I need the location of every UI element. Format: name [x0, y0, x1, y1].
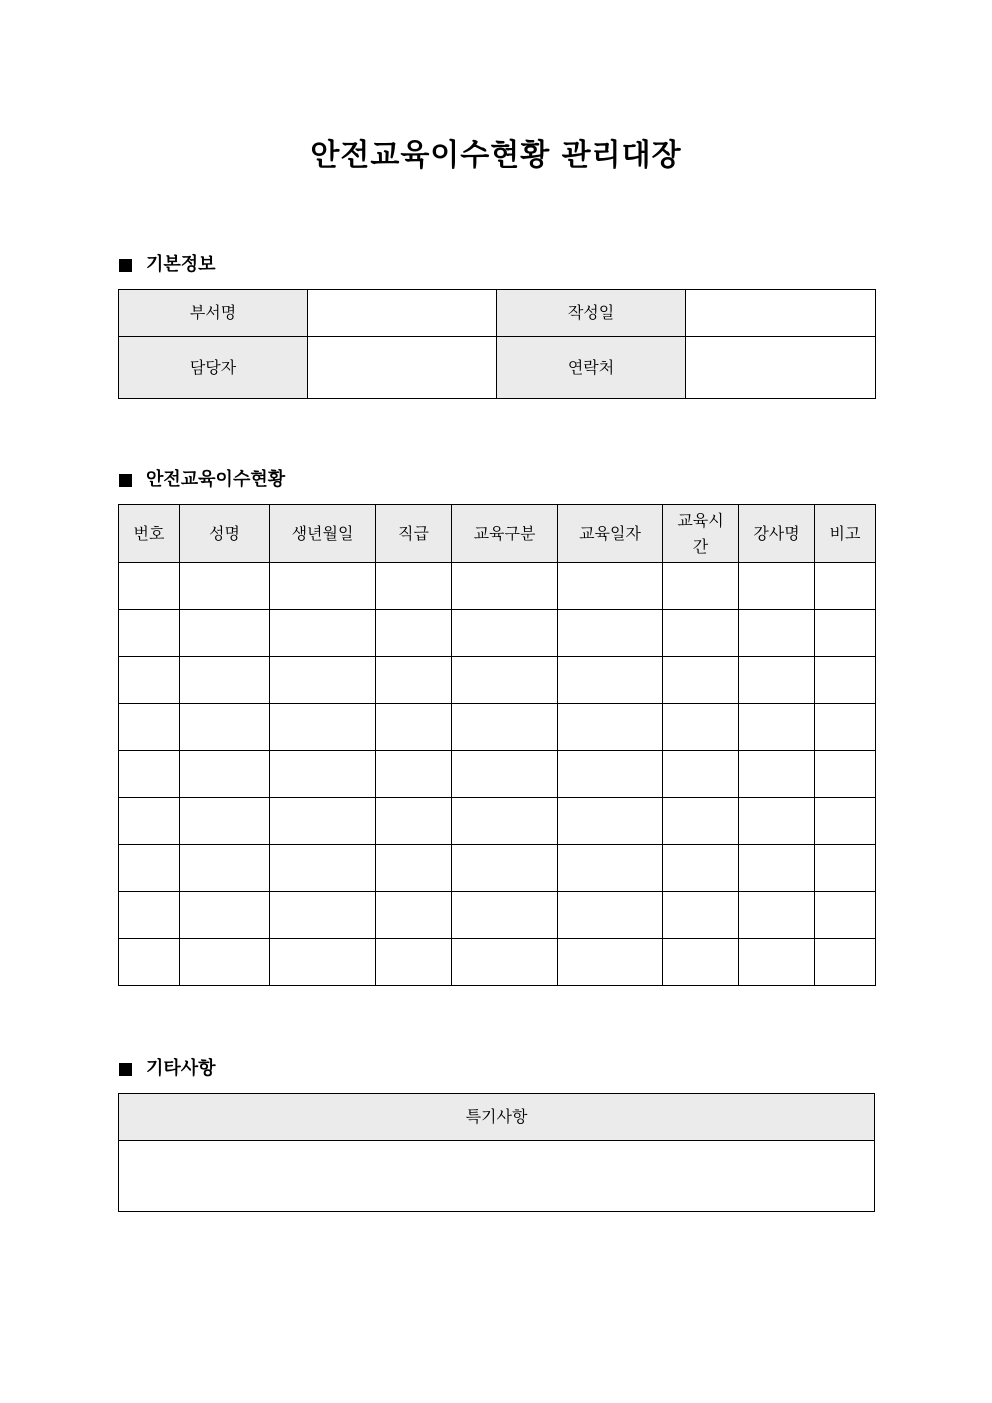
cell-name[interactable] [180, 892, 270, 939]
cell-remarks[interactable] [815, 563, 876, 610]
table-row [119, 657, 876, 704]
cell-name[interactable] [180, 798, 270, 845]
cell-birthdate[interactable] [270, 939, 376, 986]
department-field[interactable] [308, 290, 497, 337]
cell-edu-hours[interactable] [663, 704, 739, 751]
cell-edu-date[interactable] [558, 610, 663, 657]
contact-label: 연락처 [497, 337, 686, 399]
section-title-other-label: 기타사항 [146, 1058, 216, 1079]
cell-instructor[interactable] [739, 563, 815, 610]
table-row [119, 845, 876, 892]
cell-remarks[interactable] [815, 939, 876, 986]
cell-remarks[interactable] [815, 657, 876, 704]
education-table [118, 504, 876, 986]
cell-edu-type[interactable] [452, 657, 558, 704]
other-header-row [119, 1094, 875, 1141]
education-table-body [119, 563, 876, 986]
cell-edu-type[interactable] [452, 939, 558, 986]
cell-instructor[interactable] [739, 845, 815, 892]
table-row [119, 704, 876, 751]
cell-position[interactable] [376, 751, 452, 798]
cell-number[interactable] [119, 657, 180, 704]
cell-number[interactable] [119, 751, 180, 798]
cell-position[interactable] [376, 939, 452, 986]
table-row [119, 610, 876, 657]
cell-edu-hours[interactable] [663, 563, 739, 610]
cell-edu-hours[interactable] [663, 892, 739, 939]
cell-name[interactable] [180, 563, 270, 610]
cell-name[interactable] [180, 657, 270, 704]
cell-remarks[interactable] [815, 845, 876, 892]
cell-instructor[interactable] [739, 798, 815, 845]
cell-birthdate[interactable] [270, 845, 376, 892]
cell-birthdate[interactable] [270, 704, 376, 751]
column-header-edu-type: 교육구분 [452, 505, 558, 563]
column-header-name: 성명 [180, 505, 270, 563]
cell-name[interactable] [180, 845, 270, 892]
basic-info-row [119, 337, 876, 399]
cell-edu-type[interactable] [452, 892, 558, 939]
cell-position[interactable] [376, 798, 452, 845]
cell-edu-type[interactable] [452, 751, 558, 798]
cell-instructor[interactable] [739, 610, 815, 657]
cell-edu-date[interactable] [558, 892, 663, 939]
created-date-field[interactable] [686, 290, 876, 337]
cell-birthdate[interactable] [270, 798, 376, 845]
cell-instructor[interactable] [739, 939, 815, 986]
table-row [119, 798, 876, 845]
cell-instructor[interactable] [739, 657, 815, 704]
contact-field[interactable] [686, 337, 876, 399]
cell-remarks[interactable] [815, 704, 876, 751]
cell-edu-type[interactable] [452, 563, 558, 610]
department-label: 부서명 [119, 290, 308, 337]
cell-edu-type[interactable] [452, 798, 558, 845]
cell-birthdate[interactable] [270, 563, 376, 610]
cell-number[interactable] [119, 798, 180, 845]
column-header-instructor: 강사명 [739, 505, 815, 563]
cell-number[interactable] [119, 610, 180, 657]
cell-birthdate[interactable] [270, 892, 376, 939]
cell-birthdate[interactable] [270, 657, 376, 704]
basic-info-table [118, 289, 876, 399]
cell-instructor[interactable] [739, 892, 815, 939]
cell-position[interactable] [376, 610, 452, 657]
cell-position[interactable] [376, 704, 452, 751]
other-table [118, 1093, 875, 1212]
column-header-edu-date: 교육일자 [558, 505, 663, 563]
education-header-row [119, 505, 876, 563]
created-date-label: 작성일 [497, 290, 686, 337]
cell-edu-date[interactable] [558, 939, 663, 986]
cell-instructor[interactable] [739, 704, 815, 751]
cell-number[interactable] [119, 845, 180, 892]
cell-number[interactable] [119, 939, 180, 986]
cell-name[interactable] [180, 610, 270, 657]
cell-edu-date[interactable] [558, 563, 663, 610]
cell-position[interactable] [376, 563, 452, 610]
cell-edu-date[interactable] [558, 704, 663, 751]
table-row [119, 751, 876, 798]
cell-edu-date[interactable] [558, 798, 663, 845]
column-header-edu-hours: 교육시간 [663, 505, 739, 563]
square-bullet-icon [119, 1063, 132, 1076]
cell-birthdate[interactable] [270, 751, 376, 798]
column-header-remarks: 비고 [815, 505, 876, 563]
cell-remarks[interactable] [815, 892, 876, 939]
cell-edu-date[interactable] [558, 657, 663, 704]
section-title-basic [119, 253, 216, 277]
cell-remarks[interactable] [815, 610, 876, 657]
special-notes-field[interactable] [119, 1141, 875, 1212]
cell-remarks[interactable] [815, 798, 876, 845]
manager-field[interactable] [308, 337, 497, 399]
cell-edu-hours[interactable] [663, 657, 739, 704]
cell-position[interactable] [376, 657, 452, 704]
cell-number[interactable] [119, 892, 180, 939]
column-header-number: 번호 [119, 505, 180, 563]
manager-label: 담당자 [119, 337, 308, 399]
cell-edu-date[interactable] [558, 751, 663, 798]
section-title-education-label: 안전교육이수현황 [146, 469, 286, 490]
section-title-other [119, 1057, 216, 1081]
cell-name[interactable] [180, 704, 270, 751]
column-header-position: 직급 [376, 505, 452, 563]
section-title-basic-label: 기본정보 [146, 254, 216, 275]
other-content-row [119, 1141, 875, 1212]
cell-number[interactable] [119, 563, 180, 610]
cell-edu-date[interactable] [558, 845, 663, 892]
cell-edu-type[interactable] [452, 704, 558, 751]
square-bullet-icon [119, 474, 132, 487]
table-row [119, 939, 876, 986]
cell-position[interactable] [376, 892, 452, 939]
cell-name[interactable] [180, 751, 270, 798]
cell-position[interactable] [376, 845, 452, 892]
basic-info-row [119, 290, 876, 337]
cell-edu-hours[interactable] [663, 845, 739, 892]
cell-number[interactable] [119, 704, 180, 751]
page-title: 안전교육이수현황 관리대장 [310, 138, 682, 173]
table-row [119, 563, 876, 610]
square-bullet-icon [119, 259, 132, 272]
cell-name[interactable] [180, 939, 270, 986]
cell-birthdate[interactable] [270, 610, 376, 657]
cell-edu-type[interactable] [452, 845, 558, 892]
cell-edu-hours[interactable] [663, 939, 739, 986]
cell-edu-type[interactable] [452, 610, 558, 657]
cell-edu-hours[interactable] [663, 610, 739, 657]
special-notes-header: 특기사항 [119, 1094, 875, 1141]
cell-edu-hours[interactable] [663, 798, 739, 845]
column-header-birthdate: 생년월일 [270, 505, 376, 563]
section-title-education [119, 468, 285, 492]
table-row [119, 892, 876, 939]
cell-remarks[interactable] [815, 751, 876, 798]
cell-edu-hours[interactable] [663, 751, 739, 798]
cell-instructor[interactable] [739, 751, 815, 798]
